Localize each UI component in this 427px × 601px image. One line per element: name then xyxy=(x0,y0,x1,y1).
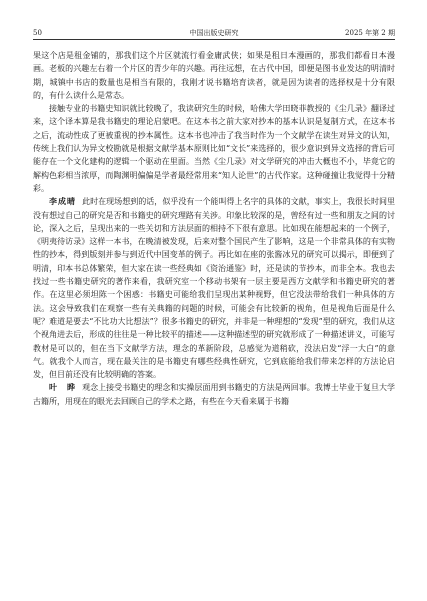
speaker-remarks: 观念上接受书籍史的理念和实操层面用到书籍史的方法是两回事。我博士毕业于复旦大学古籍所，用现在的眼光去回顾自己的学术之路，有些在今天看来属于书籍 xyxy=(33,383,396,406)
speaker-name: 李成晴 xyxy=(49,197,77,207)
paragraph-continued: 果这个店是租金铺的，那我们这个片区就流行看金庸武侠；如果是租日本漫画的，那我们都看日本漫画。老板的兴趣左右着一个片区的青少年的兴趣。再往远想，在古代中国，即便是图书业发达的明清时期，城镇中书店的数量也是相当有限的，我刚才说书籍培育读者，就是因为读者的选择权是十分有限的，有什么读什么是常态。 xyxy=(33,51,395,100)
paragraph-book-history: 接触专业的书籍史知识就比较晚了，我读研究生的时候，哈佛大学田晓菲教授的《尘几录》翻译过来，这个译本算是我书籍史的理论启蒙吧。在这本书之前大家对抄本的基本认识是复制方式，在这本书之后，流动性成了更被重视的抄本属性。这本书也冲击了我当时作为一个文献学在读生对异文的认知，传统上我们认为异文校勘就是根据文献学基本原则比如“文长”来选择的，很少意识到异文选择的背后可能存在一个文化建构的逻辑一个驱动在里面。当然《尘几录》对文学研究的冲击大概也不小，毕竟它的解构色彩相当浓厚，而陶渊明偏偏是学者最经常用来“知人论世”的古代作家。这种碰撞让我觉得十分精彩。 xyxy=(33,104,395,193)
paragraph-speaker-li xyxy=(33,195,395,381)
paragraph-speaker-ye xyxy=(33,381,395,408)
page-number: 50 xyxy=(33,29,42,37)
speaker-remarks: 此时在现场想到的话，似乎没有一个能叫得上名字的具体的文献，事实上，我很长时间里没有想过自己的研究是否和书籍史的研究理路有关涉。印象比较深的是，曾经有过一些和朋友之间的讨论，深入之后，呈现出来的一些关切和方法层面的相持不下很有意思。比如现在能想起来的一个例子，《明夷待访录》这样一本书，在晚清被发现，后来对整个国民产生了影响，这是一个非常具体的有实物性的抄本，得到版刻并参与到近代中国变革的例子。再比如在座的张酱冰兄的研究可以揭示，即便到了明清，印本书总体繁荣，但大家在读一些经典如《资治通鉴》时，还是读的节抄本，而非全本。我也去找过一些书籍史研究的著作来看，我研究室一个移动书架有一层主要是西方文献学和书籍史研究的著作。在这里必须坦陈一个困惑：书籍史可能给我们呈现出某种视野，但它没法带给我们一种具体的方法。这会导致我们在观察一些有关典籍的问题的时候，可能会有比较新的视角，但是视角后面是什么呢？难道是要去“不比功大比想法”？很多书籍史的研究，并非是一种理想的“发现”型的研究，我们从这个视角进去后，形成的往往是一种比较平的描述——这种描述型的研究就形成了一种描述讲义，可能写教材是可以的，但在当下文献学方法，理念的革新阶段，总感觉为道稍砍，没法启发“浮一大白”的意气。就我个人而言，现在最关注的是书籍史有哪些经典性研究，它到底能给我们带来怎样的方法论启发，但目前还没有比较明确的答案。 xyxy=(33,197,396,380)
article-body xyxy=(33,49,395,408)
running-header xyxy=(33,27,395,40)
speaker-name: 叶 晔 xyxy=(49,383,77,393)
issue-label: 2025 年第 2 期 xyxy=(345,29,395,37)
journal-title: 中国出版史研究 xyxy=(189,29,239,37)
